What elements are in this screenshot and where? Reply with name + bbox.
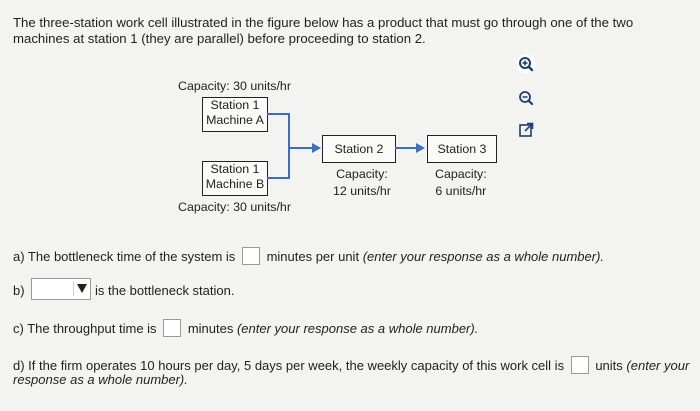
arrow-to-station2 [289, 147, 313, 149]
open-external-icon[interactable] [514, 118, 538, 142]
question-c [13, 319, 478, 337]
answer-a-input[interactable] [242, 247, 260, 265]
question-d-line2 [13, 372, 188, 387]
problem-intro: The three-station work cell illustrated in the figure below has a product that must go through one of the two machines at station 1 (they are parallel) before proceeding to station 2. [13, 15, 634, 46]
question-c-note: (enter your response as a whole number). [236, 321, 479, 336]
station3-capacity [435, 166, 487, 200]
dropdown-arrow-icon [77, 284, 87, 293]
station2-capacity-line1: Capacity: [336, 167, 388, 181]
answer-d-input[interactable] [571, 356, 589, 374]
capacity-bottom-label: Capacity: 30 units/hr [178, 200, 291, 214]
zoom-out-icon[interactable] [514, 86, 538, 110]
question-d-note2: response as a whole number). [13, 372, 188, 387]
question-c-prefix: c) The throughput time is [13, 321, 157, 336]
connector-b [267, 177, 289, 179]
question-a-suffix: minutes per unit [266, 249, 360, 264]
zoom-in-icon[interactable] [514, 52, 538, 76]
machine-a-box [202, 97, 268, 132]
connector-vertical [288, 113, 290, 179]
arrow-to-station3 [395, 147, 417, 149]
machine-b-line1: Station 1 [210, 162, 260, 176]
machine-a-line1: Station 1 [210, 98, 260, 112]
station3-capacity-line1: Capacity: [435, 167, 487, 181]
answer-b-dropdown[interactable] [31, 278, 91, 300]
station2-capacity-line2: 12 units/hr [333, 184, 391, 198]
dropdown-separator [73, 282, 74, 296]
question-a [13, 247, 604, 265]
station3-box: Station 3 [427, 135, 497, 163]
question-a-note: (enter your response as a whole number). [362, 249, 605, 264]
answer-c-input[interactable] [163, 319, 181, 337]
arrow-head-station3 [416, 143, 425, 153]
question-d-prefix: d) If the firm operates 10 hours per day, 5 days per week, the weekly capacity of this work cell is [13, 358, 565, 373]
station2-capacity [333, 166, 391, 200]
machine-a-line2: Machine A [206, 113, 264, 127]
machine-b-line2: Machine B [205, 177, 265, 191]
arrow-head-station2 [312, 143, 321, 153]
machine-b-box [202, 161, 268, 196]
station2-box: Station 2 [322, 135, 396, 163]
station3-capacity-line2: 6 units/hr [435, 184, 487, 198]
capacity-top-label: Capacity: 30 units/hr [178, 79, 291, 93]
question-d-note1: (enter your [626, 358, 690, 373]
question-d-suffix: units [595, 358, 623, 373]
connector-a [267, 113, 289, 115]
question-c-suffix: minutes [187, 321, 234, 336]
question-b-suffix: is the bottleneck station. [95, 283, 235, 298]
question-a-prefix: a) The bottleneck time of the system is [13, 249, 236, 264]
question-b-label: b) [13, 283, 25, 298]
